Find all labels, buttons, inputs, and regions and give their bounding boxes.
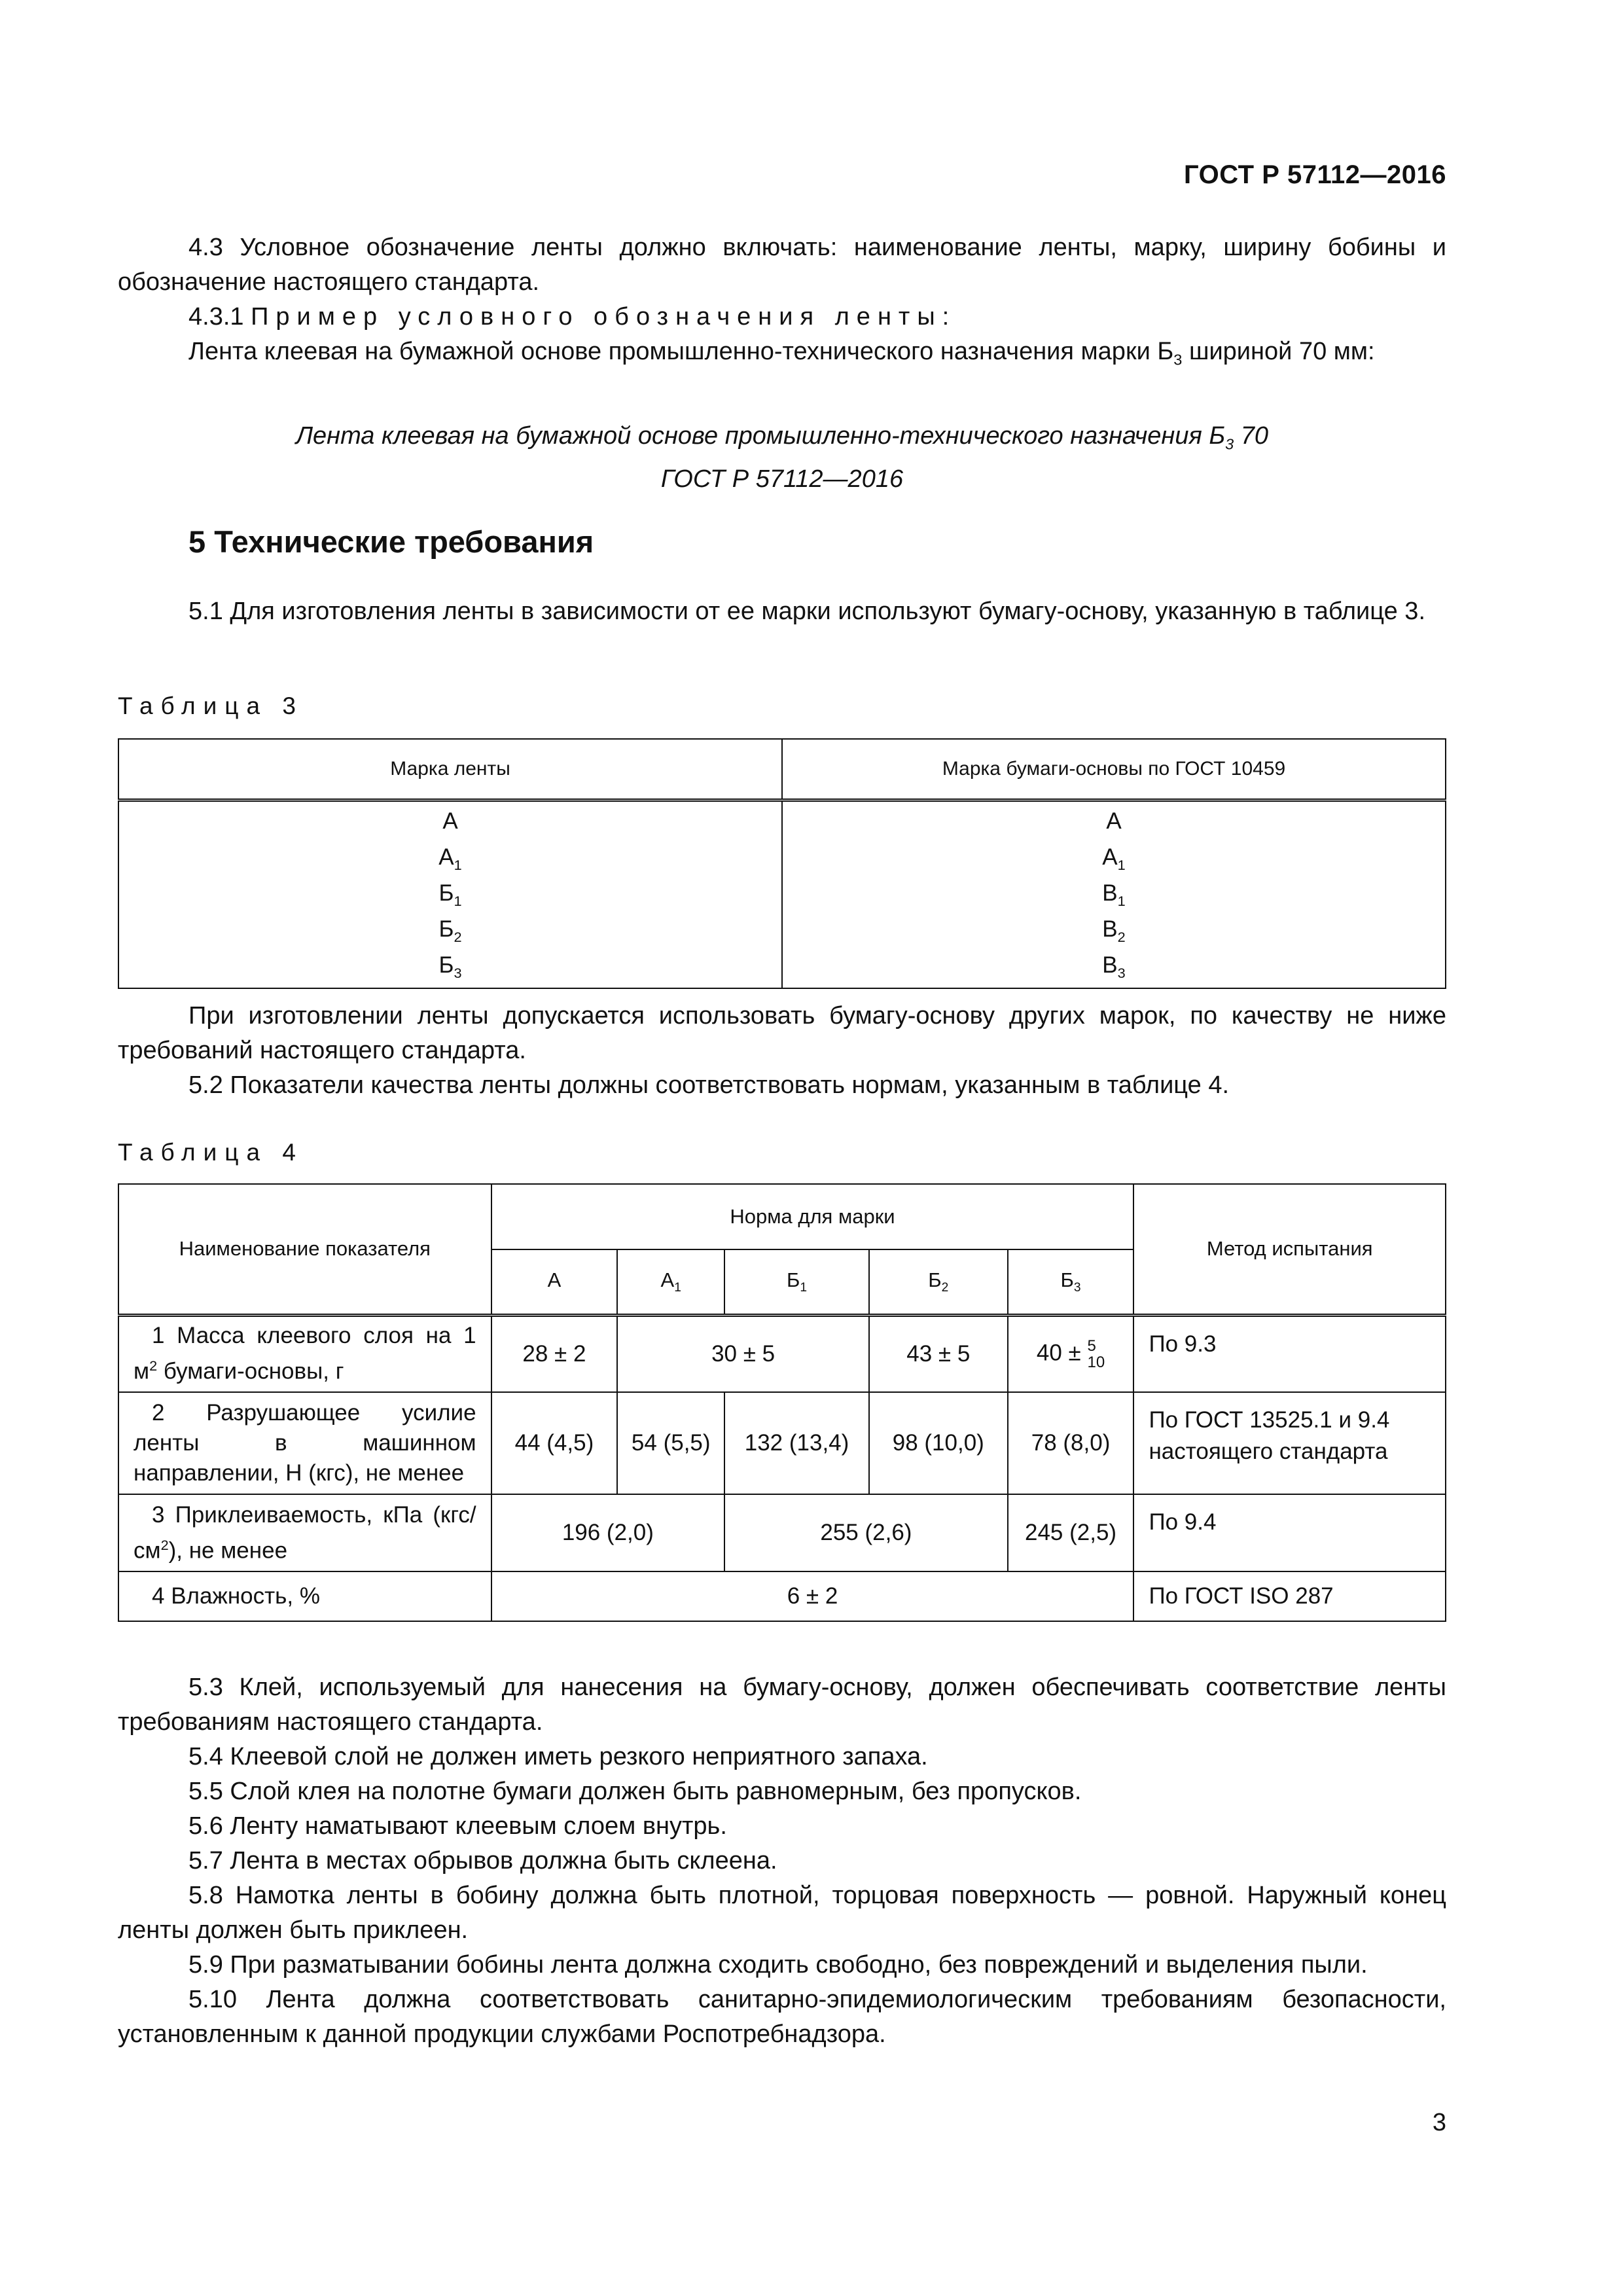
tolerance-lower: 10 [1087,1353,1105,1371]
grade-subscript: 1 [454,893,462,909]
grade-subscript: 3 [454,965,462,981]
section-5-title: 5 Технические требования [188,524,594,559]
table-3-col-paper-grade: Марка бумаги-основы по ГОСТ 10459 [782,739,1446,800]
clause-other-paper-block [118,999,1446,1103]
grade-subscript: 3 [1173,351,1183,368]
grade-letter: В [1102,916,1118,942]
clause-4-3-1-text [118,334,1446,378]
table-3-caption: Таблица 3 [118,692,304,719]
table-3-tape-grades-cell [118,800,782,989]
test-method: По ГОСТ 13525.1 и 9.4 настоящего стандарта [1133,1392,1446,1494]
grade-subscript: 2 [454,929,462,945]
norm-value: 6 ± 2 [491,1571,1134,1621]
grade-subscript: 2 [941,1280,949,1295]
indicator-text-part: ), не менее [168,1537,288,1564]
table-4-grade-a [491,1249,618,1315]
grade-subscript: 3 [1225,435,1234,453]
clause-5-6: 5.6 Ленту наматывают клеевым слоем внутрь. [188,1812,727,1840]
grade-letter: В [1102,952,1118,978]
table-row [120,879,781,915]
clause-4-3-1-number: 4.3.1 [188,303,244,331]
grade-letter: А [660,1268,675,1291]
clause-5-7: 5.7 Лента в местах обрывов должна быть склеена. [188,1847,777,1874]
grade-letter: Б [1060,1268,1074,1291]
table-row [783,915,1444,951]
designation-example [118,419,1446,497]
clause-5-10: 5.10 Лента должна соответствовать санитарно-эпидемиологическим требованиям безопасности, установленным к данной продукции службами Роспотребнадзора. [118,1986,1446,2048]
table-4-col-norm: Норма для марки [491,1184,1134,1249]
page-number: 3 [1432,2109,1446,2136]
indicator-text-part: 3 Приклеиваемость, кПа (кгс/см [134,1501,476,1564]
norm-value: 196 (2,0) [491,1494,725,1571]
indicator-name [118,1315,491,1392]
clauses-5-3-to-5-10 [118,1670,1446,2052]
table-4-grade-b2 [869,1249,1008,1315]
clause-5-5: 5.5 Слой клея на полотне бумаги должен быть равномерным, без пропусков. [188,1778,1082,1805]
table-3-header-row [118,739,1446,800]
table-row [783,807,1444,843]
grade-subscript: 1 [674,1280,681,1295]
clause-4-3-1-text-part: Лента клеевая на бумажной основе промышленно-технического назначения марки Б [188,338,1174,365]
grade-letter: Б [438,916,454,942]
indicator-name [118,1494,491,1571]
norm-value: 132 (13,4) [724,1392,869,1494]
clause-other-paper: При изготовлении ленты допускается использовать бумагу-основу других марок, по качеству не ниже требований настоящего стандарта. [118,1002,1446,1064]
norm-value: 98 (10,0) [869,1392,1008,1494]
table-3-col-tape-grade: Марка ленты [118,739,782,800]
indicator-text-part: бумаги-основы, г [157,1359,344,1385]
table-row [120,807,781,843]
indicator-name: 2 Разрушающее усилие ленты в машинном направлении, Н (кгс), не менее [118,1392,491,1494]
clause-5-1-block [118,594,1446,629]
table-4 [118,1183,1446,1622]
norm-value: 28 ± 2 [491,1315,618,1392]
grade-subscript: 1 [454,857,462,873]
designation-example-line1 [118,419,1446,462]
example-text-part: 70 [1234,422,1268,450]
table-row [783,879,1444,915]
clause-5-4: 5.4 Клеевой слой не должен иметь резкого неприятного запаха. [188,1743,928,1770]
grade-letter: Б [928,1268,942,1291]
table-row [118,1494,1446,1571]
grade-letter: В [1102,880,1118,906]
indicator-text-part: 1 Масса клеевого слоя на 1 м [134,1323,476,1385]
clause-5-9: 5.9 При разматывании бобины лента должна сходить свободно, без повреждений и выделения пыли. [188,1951,1368,1979]
norm-value: 44 (4,5) [491,1392,618,1494]
grade-subscript: 1 [1117,893,1126,909]
grade-subscript: 3 [1117,965,1126,981]
norm-value: 255 (2,6) [724,1494,1008,1571]
table-4-grade-b3 [1008,1249,1134,1315]
test-method: По ГОСТ ISO 287 [1133,1571,1446,1621]
table-4-header-row-1 [118,1184,1446,1249]
table-row [120,843,781,879]
example-text-part: Лента клеевая на бумажной основе промышленно-технического назначения Б [295,422,1226,450]
clause-4-3-1-heading [118,300,1446,334]
grade-letter: А [547,1268,562,1291]
clause-4-3-1-label: Пример условного обозначения ленты: [251,303,957,331]
unit-superscript: 2 [149,1357,158,1374]
table-4-caption: Таблица 4 [118,1139,304,1166]
table-3-body-row [118,800,1446,989]
grade-letter: А [1102,844,1118,870]
norm-value: 43 ± 5 [869,1315,1008,1392]
document-code-header: ГОСТ Р 57112—2016 [1184,160,1446,189]
norm-value-base: 40 ± [1036,1340,1081,1365]
grade-letter: Б [787,1268,800,1291]
grade-subscript: 2 [1117,929,1126,945]
grade-letter: Б [438,952,454,978]
table-row [118,1315,1446,1392]
clause-4-3-1-text-part: шириной 70 мм: [1182,338,1375,365]
norm-value: 54 (5,5) [617,1392,724,1494]
tolerance-upper: 5 [1087,1336,1096,1355]
test-method: По 9.3 [1133,1315,1446,1392]
unit-superscript: 2 [160,1536,169,1553]
table-row [783,843,1444,879]
norm-value: 30 ± 5 [617,1315,869,1392]
table-row [120,915,781,951]
table-row [783,951,1444,987]
clause-5-3: 5.3 Клей, используемый для нанесения на бумагу-основу, должен обеспечивать соответствие ленты требованиям настоящего стандарта. [118,1674,1446,1736]
norm-value: 78 (8,0) [1008,1392,1134,1494]
designation-example-line2: ГОСТ Р 57112—2016 [660,465,904,493]
grade-subscript: 3 [1073,1280,1081,1295]
grade-letter: А [438,844,454,870]
norm-value: 245 (2,5) [1008,1494,1134,1571]
table-4-col-method: Метод испытания [1133,1184,1446,1315]
table-4-grade-a1 [617,1249,724,1315]
grade-letter: А [442,808,458,834]
grade-letter: А [1106,808,1122,834]
indicator-name: 4 Влажность, % [118,1571,491,1621]
clause-4-3-block [118,230,1446,378]
table-3 [118,738,1446,989]
clause-5-2: 5.2 Показатели качества ленты должны соответствовать нормам, указанным в таблице 4. [188,1071,1230,1099]
grade-subscript: 1 [800,1280,808,1295]
table-row [120,951,781,987]
table-4-col-indicator: Наименование показателя [118,1184,491,1315]
norm-value [1008,1315,1134,1392]
grade-subscript: 1 [1117,857,1126,873]
clause-5-1: 5.1 Для изготовления ленты в зависимости от ее марки используют бумагу-основу, указанную в таблице 3. [188,598,1425,625]
table-3-paper-grades-cell [782,800,1446,989]
tolerance-stack [1088,1338,1105,1371]
table-row [118,1571,1446,1621]
grade-letter: Б [438,880,454,906]
clause-5-8: 5.8 Намотка ленты в бобину должна быть плотной, торцовая поверхность — ровной. Наружный конец ленты должен быть приклеен. [118,1882,1446,1944]
table-row [118,1392,1446,1494]
clause-4-3: 4.3 Условное обозначение ленты должно включать: наименование ленты, марку, ширину бобины и обозначение настоящего стандарта. [118,234,1446,296]
table-4-grade-b1 [724,1249,869,1315]
test-method: По 9.4 [1133,1494,1446,1571]
